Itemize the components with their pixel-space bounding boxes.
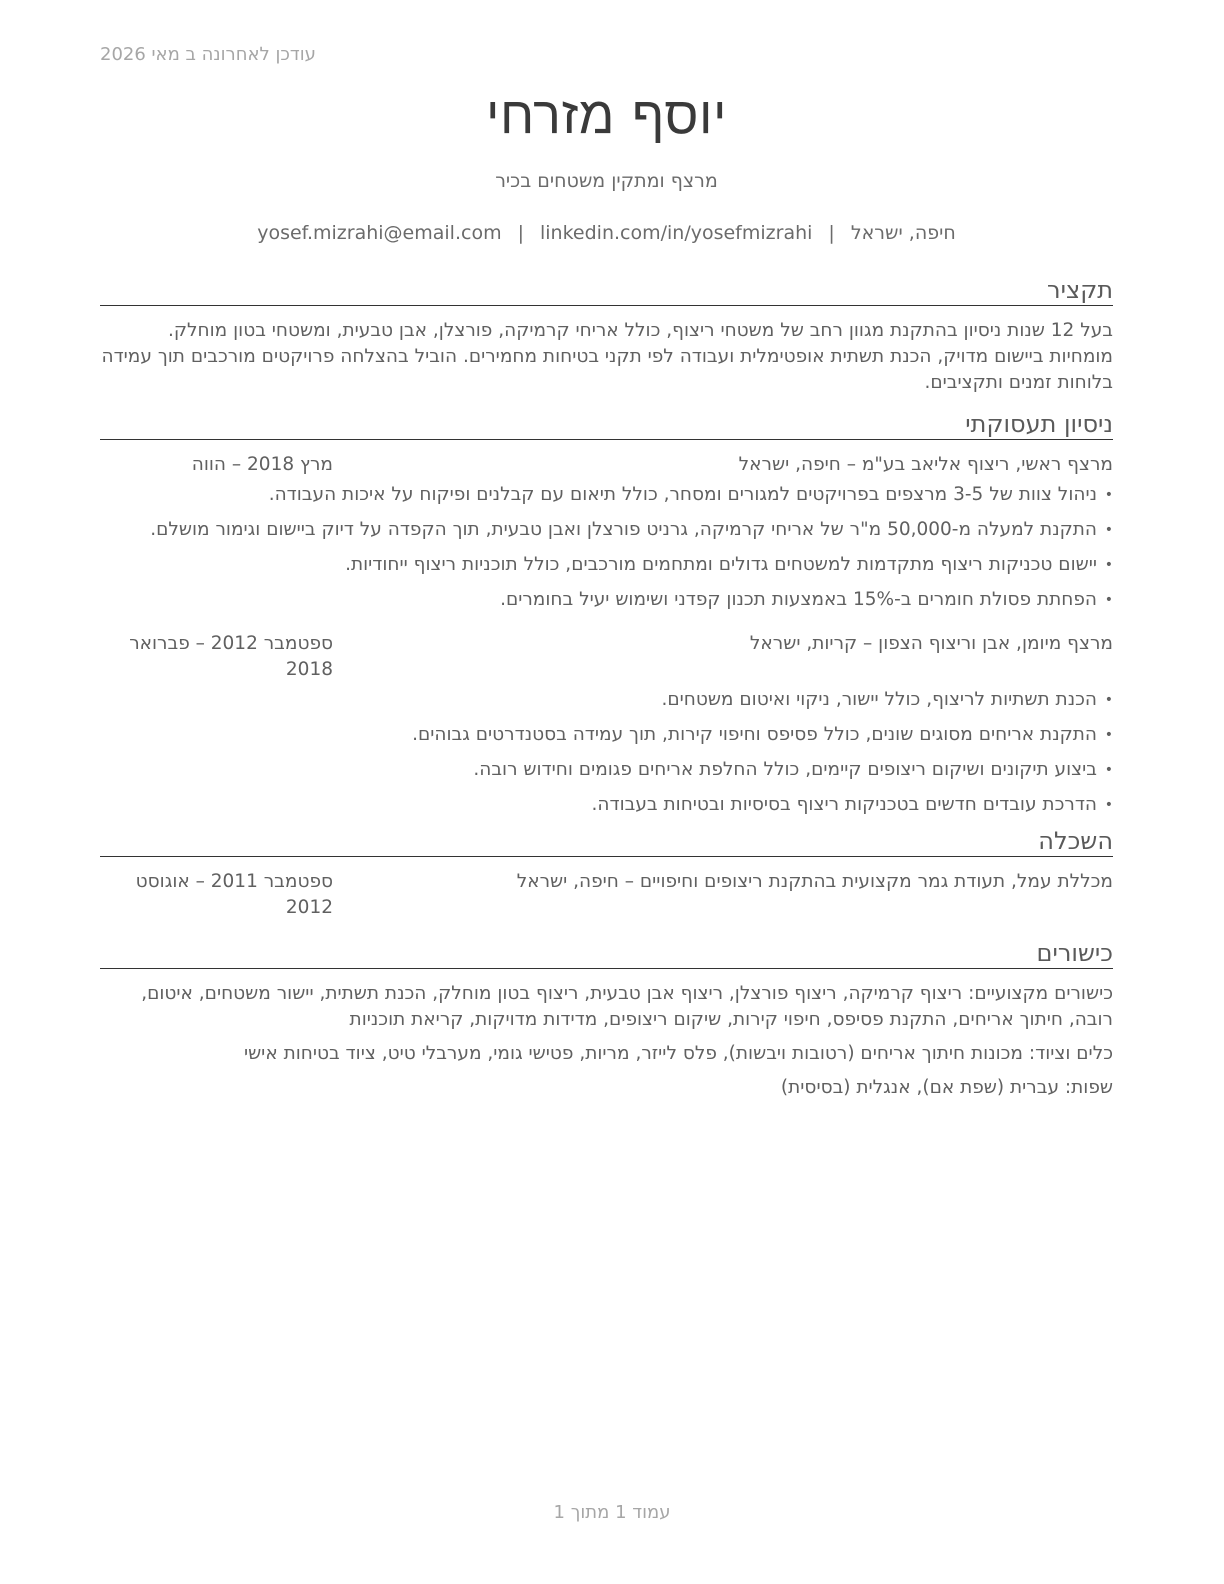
separator: |	[828, 222, 835, 244]
education-heading: השכלה	[100, 827, 1113, 857]
education-dates: ספטמבר 2011 – אוגוסט 2012	[135, 871, 333, 918]
bullet-icon: •	[1104, 797, 1113, 813]
email-link[interactable]: yosef.mizrahi@email.com	[257, 222, 502, 244]
list-item	[100, 587, 1113, 613]
job-header	[100, 631, 1113, 683]
summary-heading: תקציר	[100, 276, 1113, 306]
list-item	[100, 517, 1113, 543]
job-entry	[100, 631, 1113, 818]
list-item	[100, 792, 1113, 818]
candidate-name: יוסף מזרחי	[485, 86, 728, 146]
job-bullets	[100, 687, 1113, 818]
list-item	[100, 687, 1113, 713]
job-bullets	[100, 482, 1113, 613]
location: חיפה, ישראל	[850, 222, 956, 244]
linkedin-link[interactable]: linkedin.com/in/yosefmizrahi	[539, 222, 813, 244]
skills-languages: שפות: עברית (שפת אם), אנגלית (בסיסית)	[780, 1077, 1113, 1098]
separator: |	[517, 222, 524, 244]
bullet-text: ביצוע תיקונים ושיקום ריצופים קיימים, כולל החלפת אריחים פגומים וחידוש רובה.	[473, 759, 1097, 780]
summary-text: בעל 12 שנות ניסיון בהתקנת מגוון רחב של משטחי ריצוף, כולל אריחי קרמיקה, פורצלן, אבן טבעית, ומשטחי בטון מוחלק. מומחיות ביישום מדויק, הכנת תשתית אופטימלית ועבודה לפי תקני בטיחות מחמירים. הוביל בהצלחה פרויקטים מורכבים תוך עמידה בלוחות זמנים ותקציבים.	[101, 320, 1113, 393]
list-item	[100, 482, 1113, 508]
bullet-text: התקנת אריחים מסוגים שונים, כולל פסיפס וחיפוי קירות, תוך עמידה בסטנדרטים גבוהים.	[412, 724, 1097, 745]
job-title: מרצף ומתקין משטחים בכיר	[495, 170, 718, 192]
bullet-text: יישום טכניקות ריצוף מתקדמות למשטחים גדולים ומתחמים מורכבים, כולל תוכניות ריצוף ייחודיות.	[345, 554, 1097, 575]
skills-professional: כישורים מקצועיים: ריצוף קרמיקה, ריצוף פורצלן, ריצוף אבן טבעית, ריצוף בטון מוחלק, הכנת תשתית, יישור משטחים, איטום, רובה, חיתוך אריחים, התקנת פסיפס, חיפוי קירות, שיקום ריצופים, מדידות מדויקות, קריאת תוכניות	[141, 983, 1113, 1030]
resume-body	[100, 276, 1113, 1109]
last-updated: עודכן לאחרונה ב מאי 2026	[100, 44, 316, 65]
school-name: מכללת עמל, תעודת גמר מקצועית בהתקנת ריצופים וחיפויים – חיפה, ישראל	[516, 871, 1113, 892]
bullet-text: ניהול צוות של 3-5 מרצפים בפרויקטים למגורים ומסחר, כולל תיאום עם קבלנים ופיקוח על איכות העבודה.	[268, 484, 1097, 505]
job-dates: מרץ 2018 – הווה	[191, 454, 333, 475]
job-header	[100, 452, 1113, 478]
page-number: עמוד 1 מתוך 1	[553, 1502, 671, 1523]
bullet-text: הפחתת פסולת חומרים ב-15% באמצעות תכנון קפדני ושימוש יעיל בחומרים.	[500, 589, 1097, 610]
bullet-icon: •	[1104, 557, 1113, 573]
skills-heading: כישורים	[100, 939, 1113, 969]
skills-tools: כלים וציוד: מכונות חיתוך אריחים (רטובות ויבשות), פלס לייזר, מריות, פטישי גומי, מערבלי טיט, ציוד בטיחות אישי	[243, 1043, 1113, 1064]
bullet-text: הכנת תשתיות לריצוף, כולל יישור, ניקוי ואיטום משטחים.	[661, 689, 1097, 710]
bullet-icon: •	[1104, 762, 1113, 778]
job-role: מרצף מיומן, אבן וריצוף הצפון – קריות, ישראל	[749, 633, 1113, 654]
bullet-text: הדרכת עובדים חדשים בטכניקות ריצוף בסיסיות ובטיחות בעבודה.	[591, 794, 1097, 815]
list-item	[100, 722, 1113, 748]
job-role: מרצף ראשי, ריצוף אליאב בע"מ – חיפה, ישראל	[738, 454, 1113, 475]
bullet-icon: •	[1104, 487, 1113, 503]
bullet-icon: •	[1104, 727, 1113, 743]
bullet-icon: •	[1104, 592, 1113, 608]
contact-line	[100, 222, 1113, 244]
list-item	[100, 552, 1113, 578]
job-dates: ספטמבר 2012 – פברואר 2018	[129, 633, 333, 680]
bullet-icon: •	[1104, 692, 1113, 708]
bullet-text: התקנת למעלה מ-50,000 מ"ר של אריחי קרמיקה, גרניט פורצלן ואבן טבעית, תוך הקפדה על דיוק ביישום וגימור מושלם.	[150, 519, 1097, 540]
experience-heading: ניסיון תעסוקתי	[100, 410, 1113, 440]
list-item	[100, 757, 1113, 783]
education-entry	[100, 869, 1113, 921]
job-entry	[100, 452, 1113, 613]
bullet-icon: •	[1104, 522, 1113, 538]
